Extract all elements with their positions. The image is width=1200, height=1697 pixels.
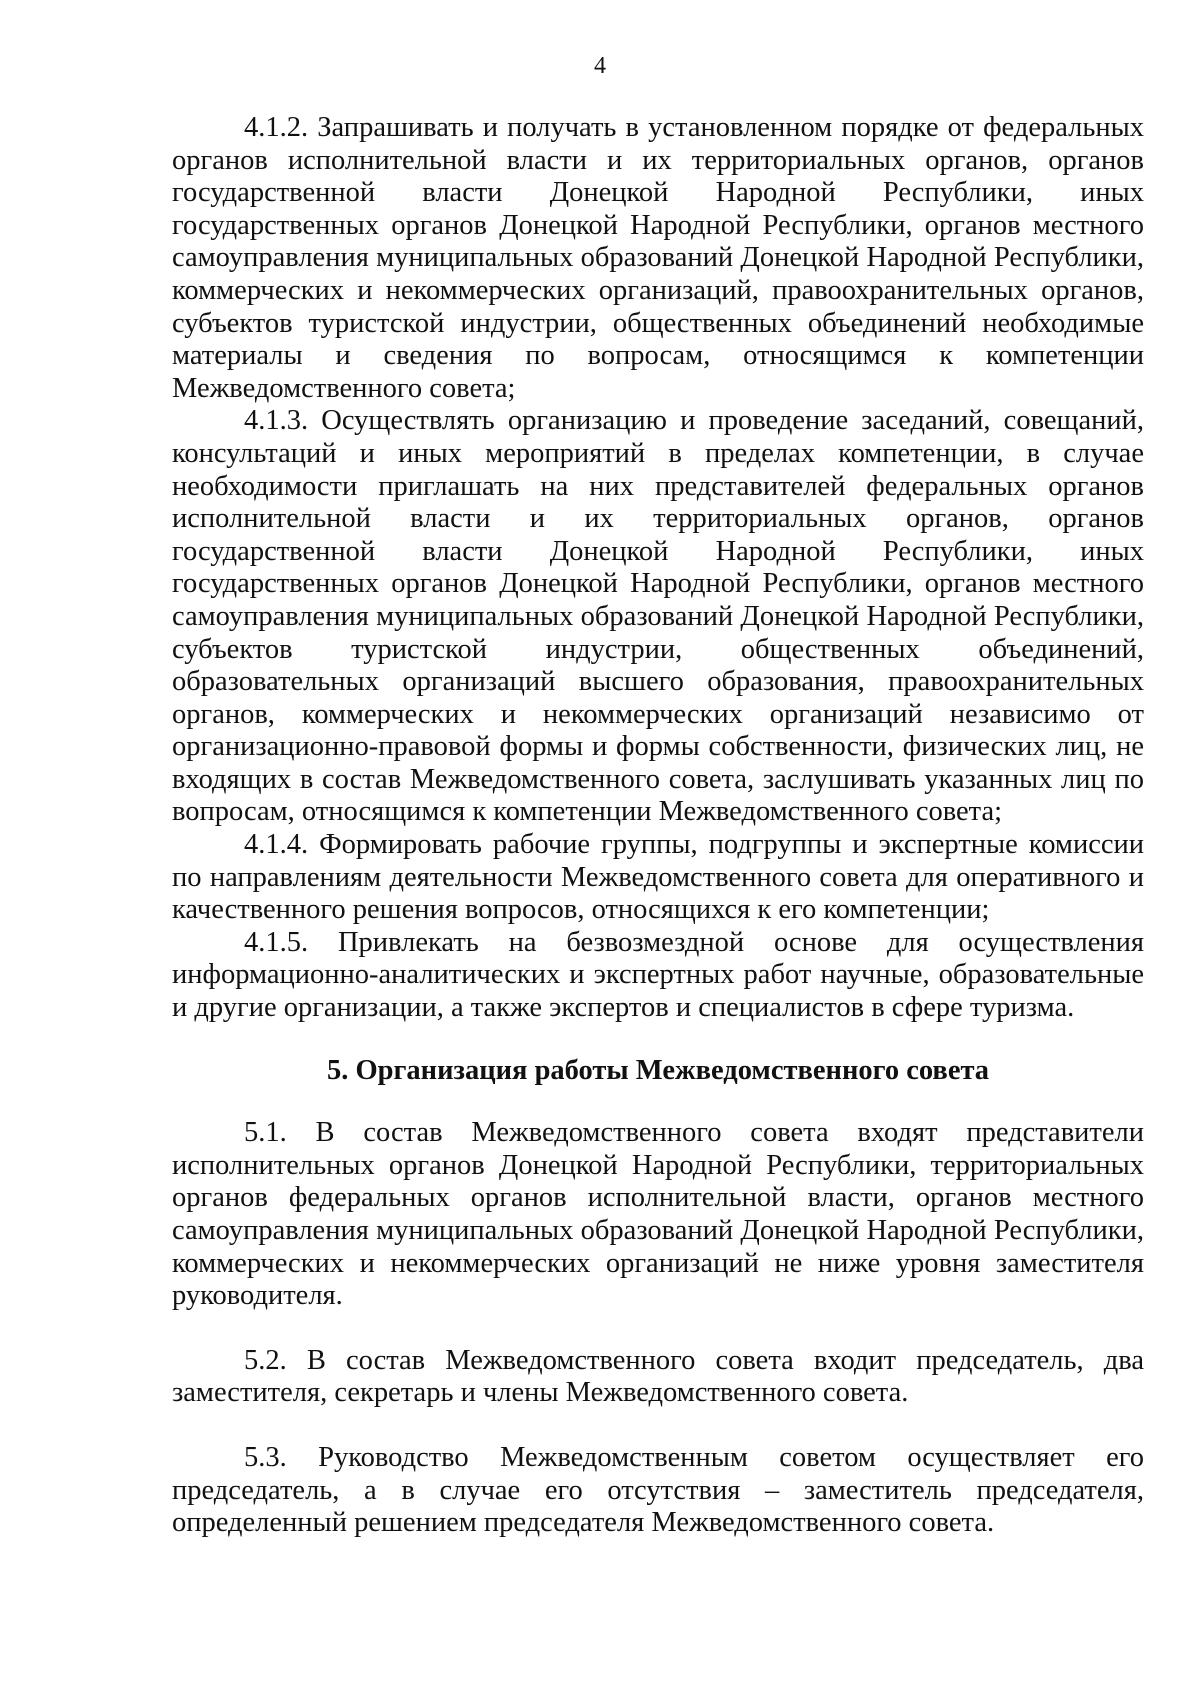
spacer xyxy=(172,1087,1144,1117)
paragraph-5-1: 5.1. В состав Межведомственного совета входят представители исполнительных органов Донецкой Народной Республики, территориальных органов федеральных органов исполнительной власти, органов местного самоуправления муниципальных образований Донецкой Народной Республики, коммерческих и некоммерческих организаций не ниже уровня заместителя руководителя. xyxy=(172,1117,1144,1312)
section-heading: 5. Организация работы Межведомственного совета xyxy=(326,1054,990,1086)
spacer xyxy=(172,1025,1144,1055)
document-body xyxy=(172,112,1144,1540)
paragraph-4-1-3: 4.1.3. Осуществлять организацию и проведение заседаний, совещаний, консультаций и иных мероприятий в пределах компетенции, в случае необходимости приглашать на них представителей федеральных органов исполнительной власти и их территориальных органов, органов государственной власти Донецкой Народной Республики, иных государственных органов Донецкой Народной Республики, органов местного самоуправления муниципальных образований Донецкой Народной Республики, субъектов туристской индустрии, общественных объединений, образовательных организаций высшего образования, правоохранительных органов, коммерческих и некоммерческих организаций независимо от организационно-правовой формы и формы собственности, физических лиц, не входящих в состав Межведомственного совета, заслушивать указанных лиц по вопросам, относящимся к компетенции Межведомственного совета; xyxy=(172,405,1144,828)
spacer xyxy=(172,1410,1144,1442)
spacer xyxy=(172,1313,1144,1345)
paragraph-5-2: 5.2. В состав Межведомственного совета входит председатель, два заместителя, секретарь и члены Межведомственного совета. xyxy=(172,1344,1144,1409)
page-number: 4 xyxy=(594,53,606,79)
paragraph-4-1-4: 4.1.4. Формировать рабочие группы, подгруппы и экспертные комиссии по направлениям деятельности Межведомственного совета для оперативного и качественного решения вопросов, относящихся к его компетенции; xyxy=(172,829,1144,926)
paragraph-5-3: 5.3. Руководство Межведомственным советом осуществляет его председатель, а в случае его отсутствия – заместитель председателя, определенный решением председателя Межведомственного совета. xyxy=(172,1441,1144,1539)
paragraph-4-1-5: 4.1.5. Привлекать на безвозмездной основе для осуществления информационно-аналитических и экспертных работ научные, образовательные и другие организации, а также экспертов и специалистов в сфере туризма. xyxy=(172,926,1144,1024)
paragraph-4-1-2: 4.1.2. Запрашивать и получать в установленном порядке от федеральных органов исполнительной власти и их территориальных органов, органов государственной власти Донецкой Народной Республики, иных государственных органов Донецкой Народной Республики, органов местного самоуправления муниципальных образований Донецкой Народной Республики, коммерческих и некоммерческих организаций, правоохранительных органов, субъектов туристской индустрии, общественных объединений необходимые материалы и сведения по вопросам, относящимся к компетенции Межведомственного совета; xyxy=(172,112,1144,404)
